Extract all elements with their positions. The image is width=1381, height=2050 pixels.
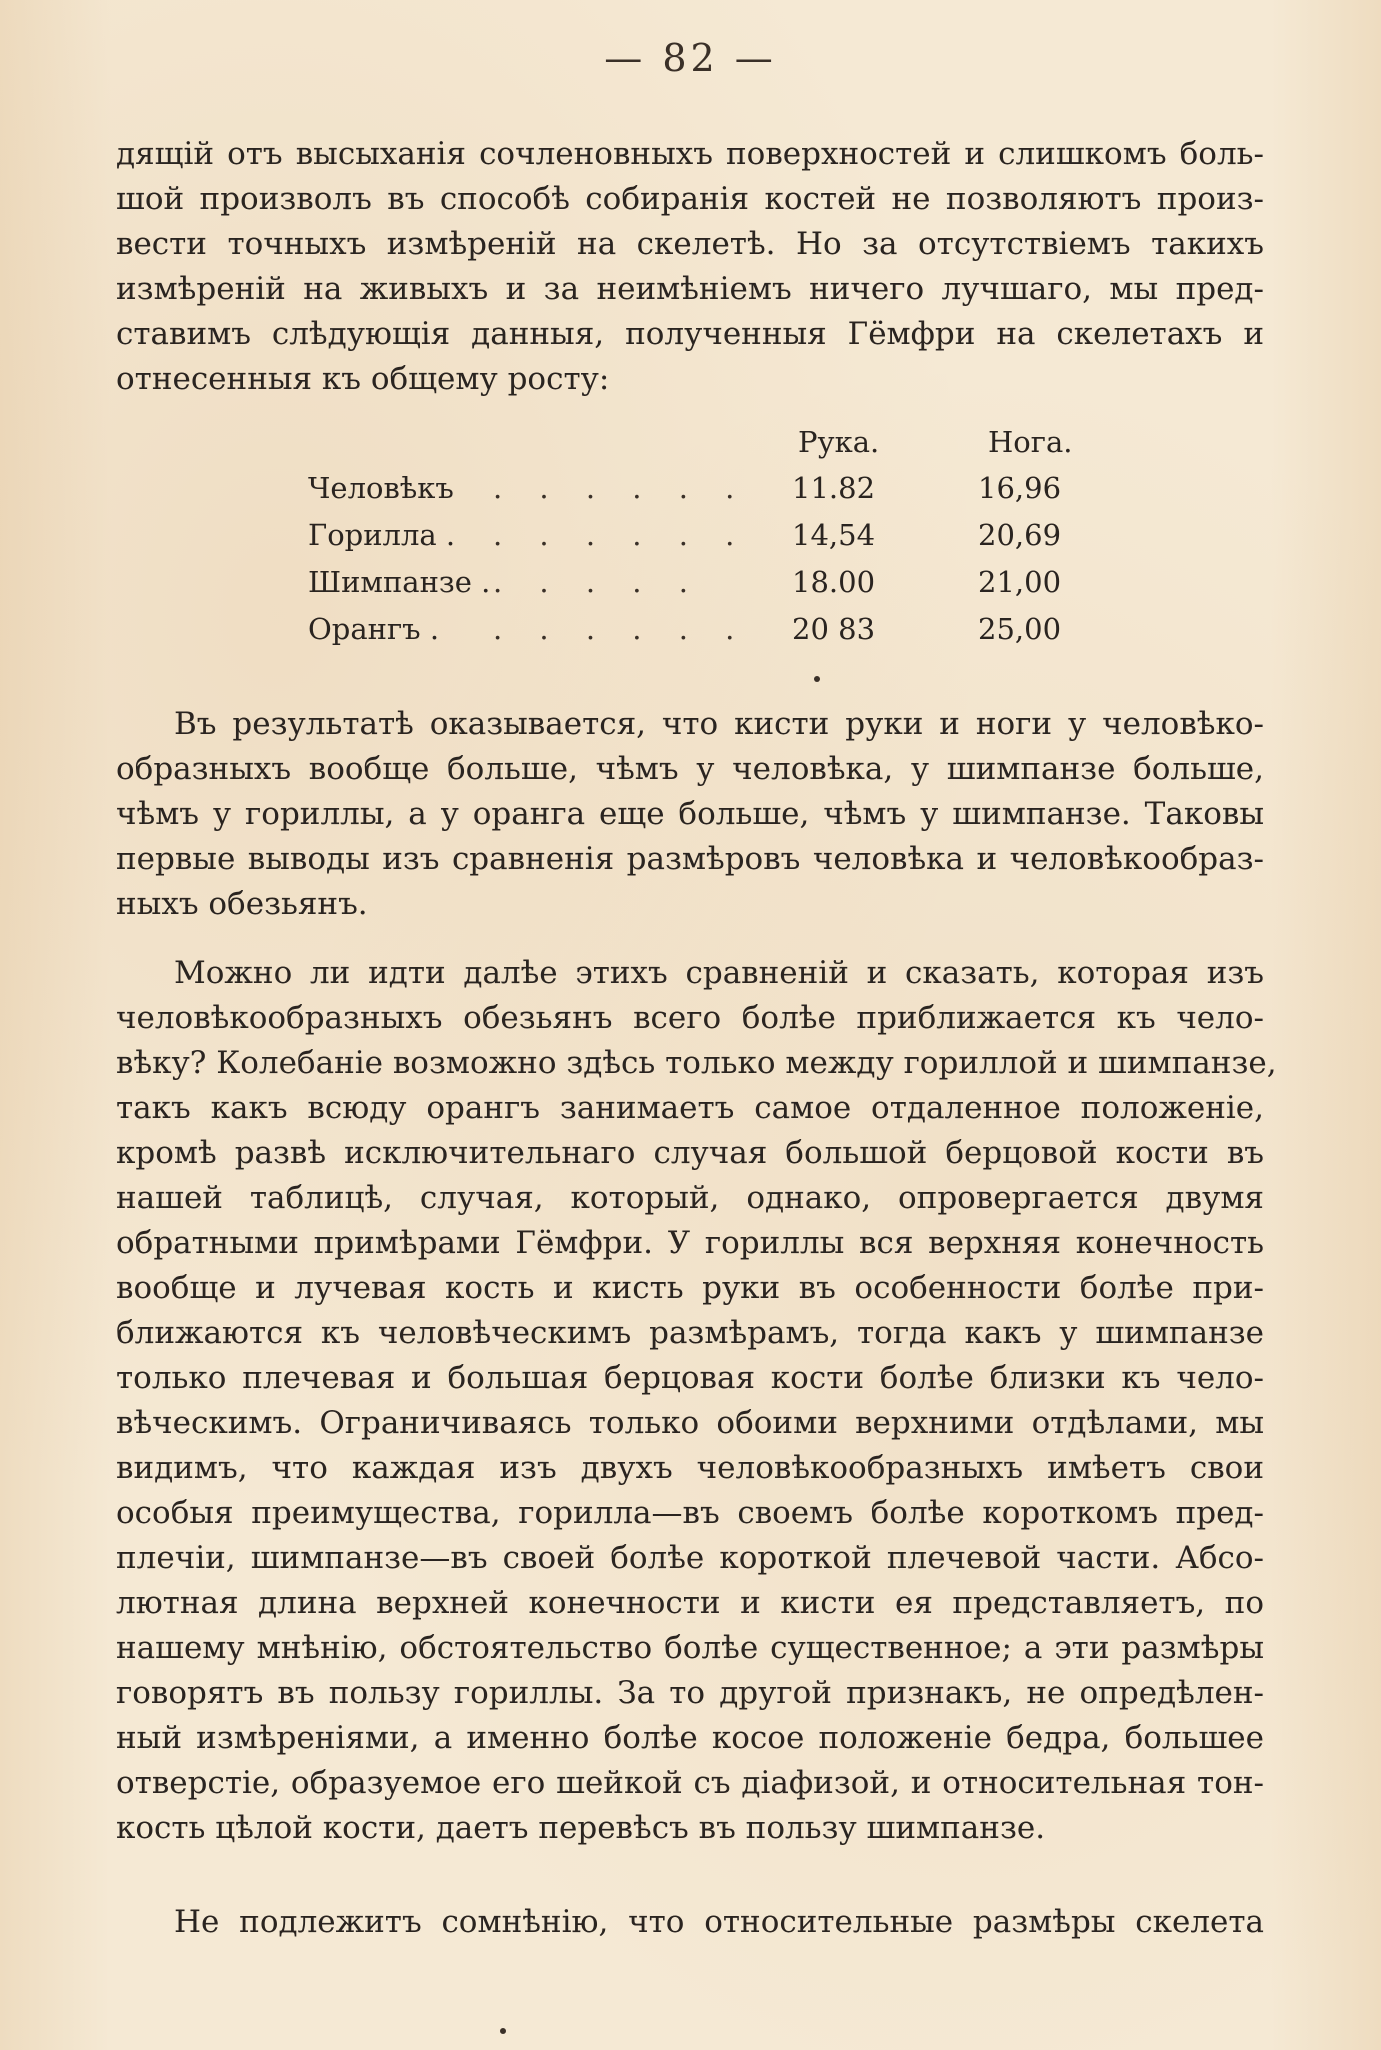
row-name: Человѣкъ — [308, 471, 454, 505]
table-row — [308, 612, 1098, 659]
text-line: Не подлежитъ сомнѣнію, что относительные размѣры скелета — [174, 1904, 1264, 1940]
row-name: Горилла . — [308, 518, 456, 552]
text-line: человѣкообразныхъ обезьянъ всего болѣе приближается къ чело- — [116, 1000, 1264, 1036]
text-line: кромѣ развѣ исключительнаго случая большой берцовой кости въ — [116, 1135, 1264, 1171]
text-line: только плечевая и большая берцовая кости болѣе близки къ чело- — [116, 1360, 1264, 1396]
header-leg: Нога. — [988, 425, 1073, 459]
text-line: нашей таблицѣ, случая, который, однако, опровергается двумя — [116, 1180, 1264, 1216]
text-line: обратными примѣрами Гёмфри. У гориллы вся верхняя конечность — [116, 1225, 1264, 1261]
leader-dots: . . . . . . — [493, 518, 749, 552]
text-line: видимъ, что каждая изъ двухъ человѣкообразныхъ имѣетъ свои — [116, 1450, 1264, 1486]
final-paragraph — [116, 1900, 1264, 1945]
text-line: ставимъ слѣдующія данныя, полученныя Гёмфри на скелетахъ и — [116, 316, 1264, 352]
row-arm-value: 18.00 — [792, 565, 876, 599]
text-line: отверстіе, образуемое его шейкой съ діафизой, и относительная тон- — [116, 1765, 1264, 1801]
text-line: отнесенныя къ общему росту: — [116, 361, 610, 397]
measurements-table — [308, 425, 1098, 659]
row-arm-value: 14,54 — [792, 518, 876, 552]
text-line: лютная длина верхней конечности и кисти ея представляетъ, по — [116, 1585, 1264, 1621]
text-line: такъ какъ всюду орангъ занимаетъ самое отдаленное положеніе, — [116, 1090, 1264, 1126]
row-leg-value: 16,96 — [978, 471, 1062, 505]
text-line: чѣмъ у гориллы, а у оранга еще больше, чѣмъ у шимпанзе. Таковы — [116, 796, 1264, 832]
text-line: вѣческимъ. Ограничиваясь только обоими верхними отдѣлами, мы — [116, 1405, 1264, 1441]
leader-dots: . . . . . . — [493, 612, 749, 646]
text-line: особыя преимущества, горилла—въ своемъ болѣе короткомъ пред- — [116, 1495, 1264, 1531]
row-leg-value: 21,00 — [978, 565, 1062, 599]
table-header — [308, 425, 1098, 471]
text-line: измѣреній на живыхъ и за неимѣніемъ ничего лучшаго, мы пред- — [116, 271, 1264, 307]
header-arm: Рука. — [798, 425, 880, 459]
table-row — [308, 471, 1098, 518]
page-number: — 82 — — [604, 36, 777, 80]
table-row — [308, 565, 1098, 612]
table-row — [308, 518, 1098, 565]
text-line: кость цѣлой кости, даетъ перевѣсъ въ пользу шимпанзе. — [116, 1810, 1046, 1846]
text-line: вообще и лучевая кость и кисть руки въ особенности болѣе при- — [116, 1270, 1264, 1306]
question-paragraph — [116, 951, 1277, 1851]
row-name: Шимпанзе . — [308, 565, 491, 599]
text-line: нашему мнѣнію, обстоятельство болѣе существенное; а эти размѣры — [116, 1630, 1264, 1666]
text-line: плечіи, шимпанзе—въ своей болѣе короткой плечевой части. Абсо- — [116, 1540, 1264, 1576]
text-line: ный измѣреніями, а именно болѣе косое положеніе бедра, большее — [116, 1720, 1264, 1756]
text-line: говорятъ въ пользу гориллы. За то другой признакъ, не опредѣлен- — [116, 1675, 1264, 1711]
text-line: Можно ли идти далѣе этихъ сравненій и сказать, которая изъ — [174, 955, 1264, 991]
leader-dots: . . . . . . — [493, 471, 749, 505]
leader-dots: . . . . . — [493, 565, 702, 599]
ink-dot — [814, 676, 820, 682]
ink-dot — [500, 2028, 506, 2034]
result-paragraph — [116, 702, 1264, 927]
row-leg-value: 25,00 — [978, 612, 1062, 646]
text-line: Въ результатѣ оказывается, что кисти руки и ноги у человѣко- — [174, 706, 1264, 742]
text-line: дящій отъ высыханія сочленовныхъ поверхностей и слишкомъ боль- — [116, 136, 1264, 172]
text-line: ближаются къ человѣческимъ размѣрамъ, тогда какъ у шимпанзе — [116, 1315, 1264, 1351]
row-arm-value: 20 83 — [792, 612, 876, 646]
text-line: образныхъ вообще больше, чѣмъ у человѣка, у шимпанзе больше, — [116, 751, 1264, 787]
text-line: шой произволъ въ способѣ собиранія костей не позволяютъ произ- — [116, 181, 1264, 217]
row-arm-value: 11.82 — [792, 471, 876, 505]
intro-paragraph — [116, 132, 1264, 402]
row-leg-value: 20,69 — [978, 518, 1062, 552]
text-line: первые выводы изъ сравненія размѣровъ человѣка и человѣкообраз- — [116, 841, 1264, 877]
text-line: вести точныхъ измѣреній на скелетѣ. Но за отсутствіемъ такихъ — [116, 226, 1264, 262]
text-line: вѣку? Колебаніе возможно здѣсь только между гориллой и шимпанзе, — [116, 1045, 1277, 1081]
text-line: ныхъ обезьянъ. — [116, 886, 368, 922]
row-name: Орангъ . — [308, 612, 440, 646]
